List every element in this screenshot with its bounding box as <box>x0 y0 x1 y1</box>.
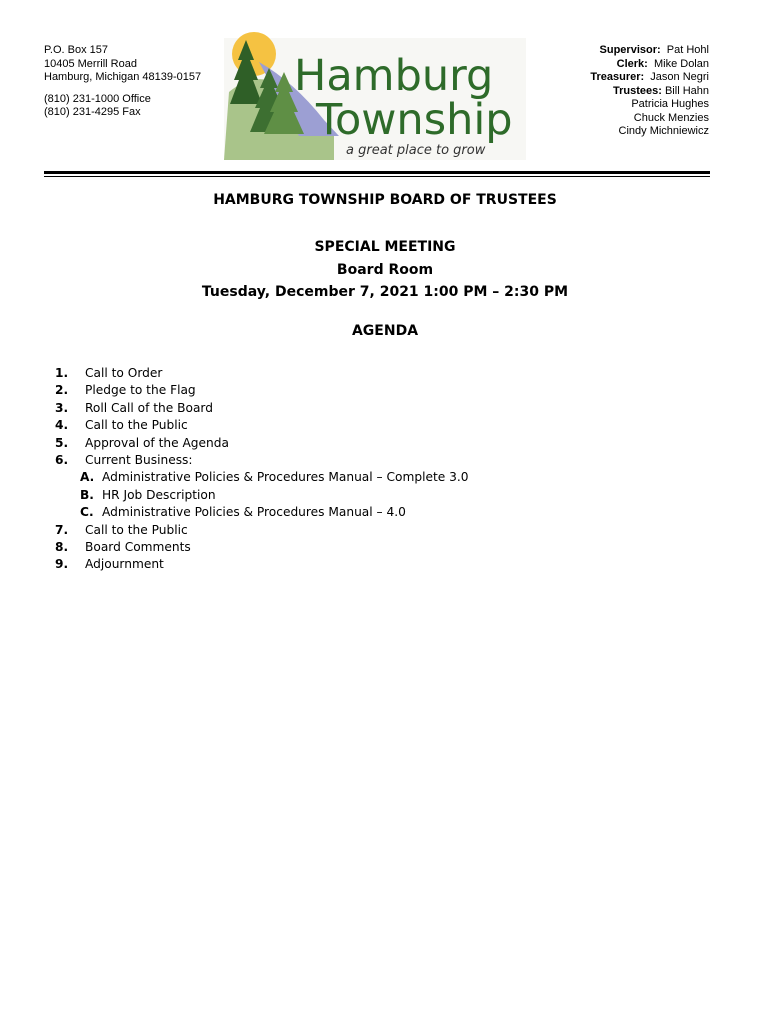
meeting-location: Board Room <box>336 261 434 278</box>
treasurer-line: Treasurer: Jason Negri <box>590 71 709 83</box>
agenda-subitem: C. Administrative Policies & Procedures Manual – 4.0 <box>80 505 406 520</box>
header-divider <box>44 171 710 174</box>
agenda-list <box>55 365 469 574</box>
hamburg-township-logo <box>224 32 530 160</box>
trustee-name: Patricia Hughes <box>631 98 709 110</box>
supervisor-line: Supervisor: Pat Hohl <box>599 44 709 56</box>
board-officials-block <box>590 44 709 139</box>
meeting-info <box>0 236 770 304</box>
address-line: P.O. Box 157 <box>44 44 109 56</box>
agenda-item: 9. Adjournment <box>55 557 164 572</box>
agenda-item: 8. Board Comments <box>55 540 191 555</box>
agenda-item: 1. Call to Order <box>55 366 163 380</box>
address-line: 10405 Merrill Road <box>44 57 137 70</box>
header-divider-thin <box>44 176 710 177</box>
agenda-item: 2. Pledge to the Flag <box>55 383 196 398</box>
agenda-item: 6. Current Business: <box>55 453 193 468</box>
agenda-subitem: B. HR Job Description <box>80 487 216 502</box>
logo-word-hamburg: Hamburg <box>294 51 494 101</box>
fax-number: (810) 231-4295 Fax <box>44 106 141 118</box>
agenda-item: 3. Roll Call of the Board <box>55 400 213 415</box>
township-contact-block <box>44 44 201 120</box>
logo-word-township: Township <box>316 95 513 145</box>
agenda-heading: AGENDA <box>351 323 419 339</box>
office-phone: (810) 231-1000 Office <box>44 92 151 105</box>
address-line: Hamburg, Michigan 48139-0157 <box>44 71 202 83</box>
meeting-type: SPECIAL MEETING <box>314 239 456 255</box>
agenda-item: 4. Call to the Public <box>55 418 188 433</box>
agenda-item: 7. Call to the Public <box>55 522 188 537</box>
logo-tagline: a great place to grow <box>346 143 486 158</box>
meeting-datetime: Tuesday, December 7, 2021 1:00 PM – 2:30 PM <box>201 284 569 300</box>
trustee-name: Chuck Menzies <box>633 111 709 124</box>
agenda-item: 5. Approval of the Agenda <box>55 435 229 450</box>
board-title: HAMBURG TOWNSHIP BOARD OF TRUSTEES <box>213 192 557 208</box>
trustee-name: Cindy Michniewicz <box>618 125 709 137</box>
trustees-line: Trustees: Bill Hahn <box>612 84 709 97</box>
clerk-line: Clerk: Mike Dolan <box>616 57 709 70</box>
agenda-subitem: A. Administrative Policies & Procedures Manual – Complete 3.0 <box>80 470 469 485</box>
